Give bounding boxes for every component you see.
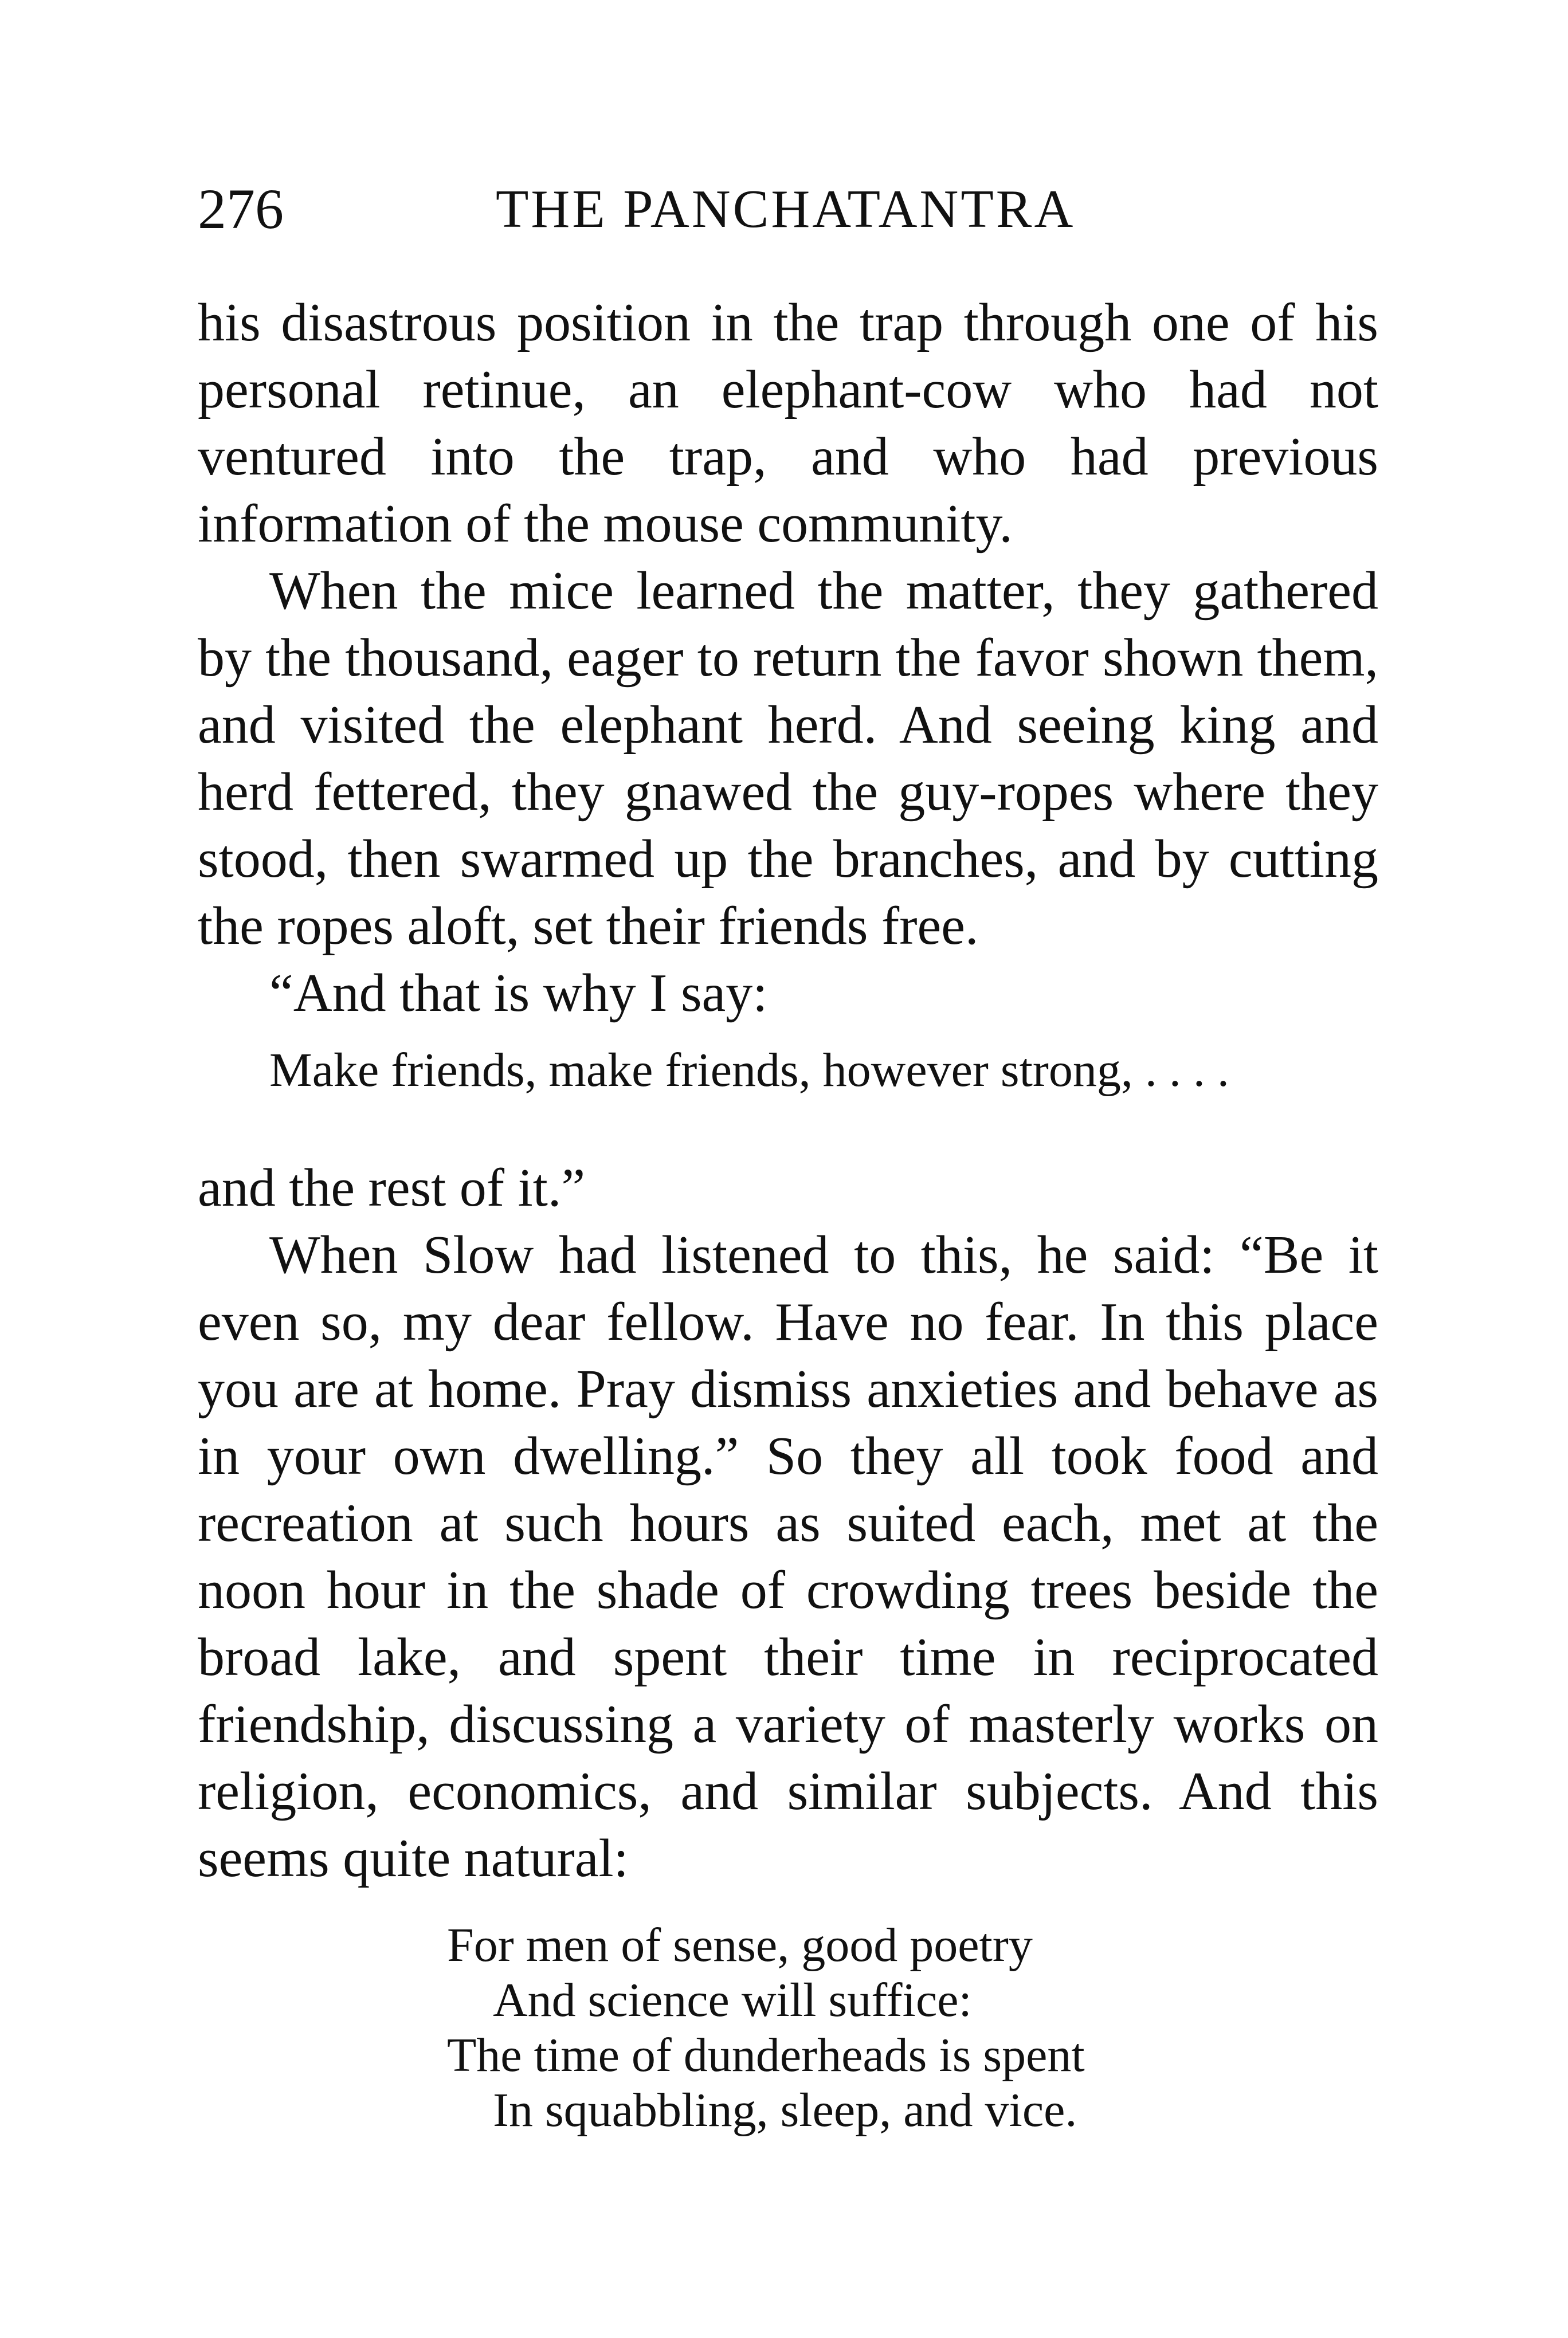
- paragraph-slow: When Slow had listened to this, he said: “Be it even so, my dear fellow. Have no fear. In this place you are at home. Pray dismiss anxieties and behave as in your own dwelling.” So they all took food and recreation at such hours as suited each, met at the noon hour in the shade of crowding trees beside the broad lake, and spent their time in reciprocated friendship, discussing a variety of masterly works on religion, economics, and similar subjects. And this seems quite natural:: [198, 1225, 1378, 1888]
- page-body: [198, 289, 1378, 2138]
- verse-line: And science will suffice:: [493, 1974, 972, 2027]
- verse-line: In squabbling, sleep, and vice.: [493, 2084, 1077, 2137]
- paragraph-continued: his disastrous position in the trap through one of his personal retinue, an elephant-cow who had not ventured into the trap, and who had previous information of the mouse community.: [198, 293, 1378, 554]
- page-number: 276: [198, 177, 284, 241]
- quote-intro: “And that is why I say:: [269, 963, 768, 1023]
- running-title: THE PANCHATANTRA: [496, 179, 1076, 239]
- verse-line: For men of sense, good poetry: [447, 1919, 1033, 1972]
- paragraph-mice: When the mice learned the matter, they gathered by the thousand, eager to return the favor shown them, and visited the elephant herd. And seeing king and herd fettered, they gnawed the guy-ropes where they stood, then swarmed up the branches, and by cutting the ropes aloft, set their friends free.: [198, 561, 1378, 956]
- page-header: [198, 166, 1378, 252]
- verse-line: The time of dunderheads is spent: [447, 2029, 1085, 2082]
- quoted-verse-line: Make friends, make friends, however strong, . . . .: [269, 1044, 1229, 1097]
- after-quote-text: and the rest of it.”: [198, 1158, 586, 1218]
- closing-verse: [198, 1918, 1378, 2138]
